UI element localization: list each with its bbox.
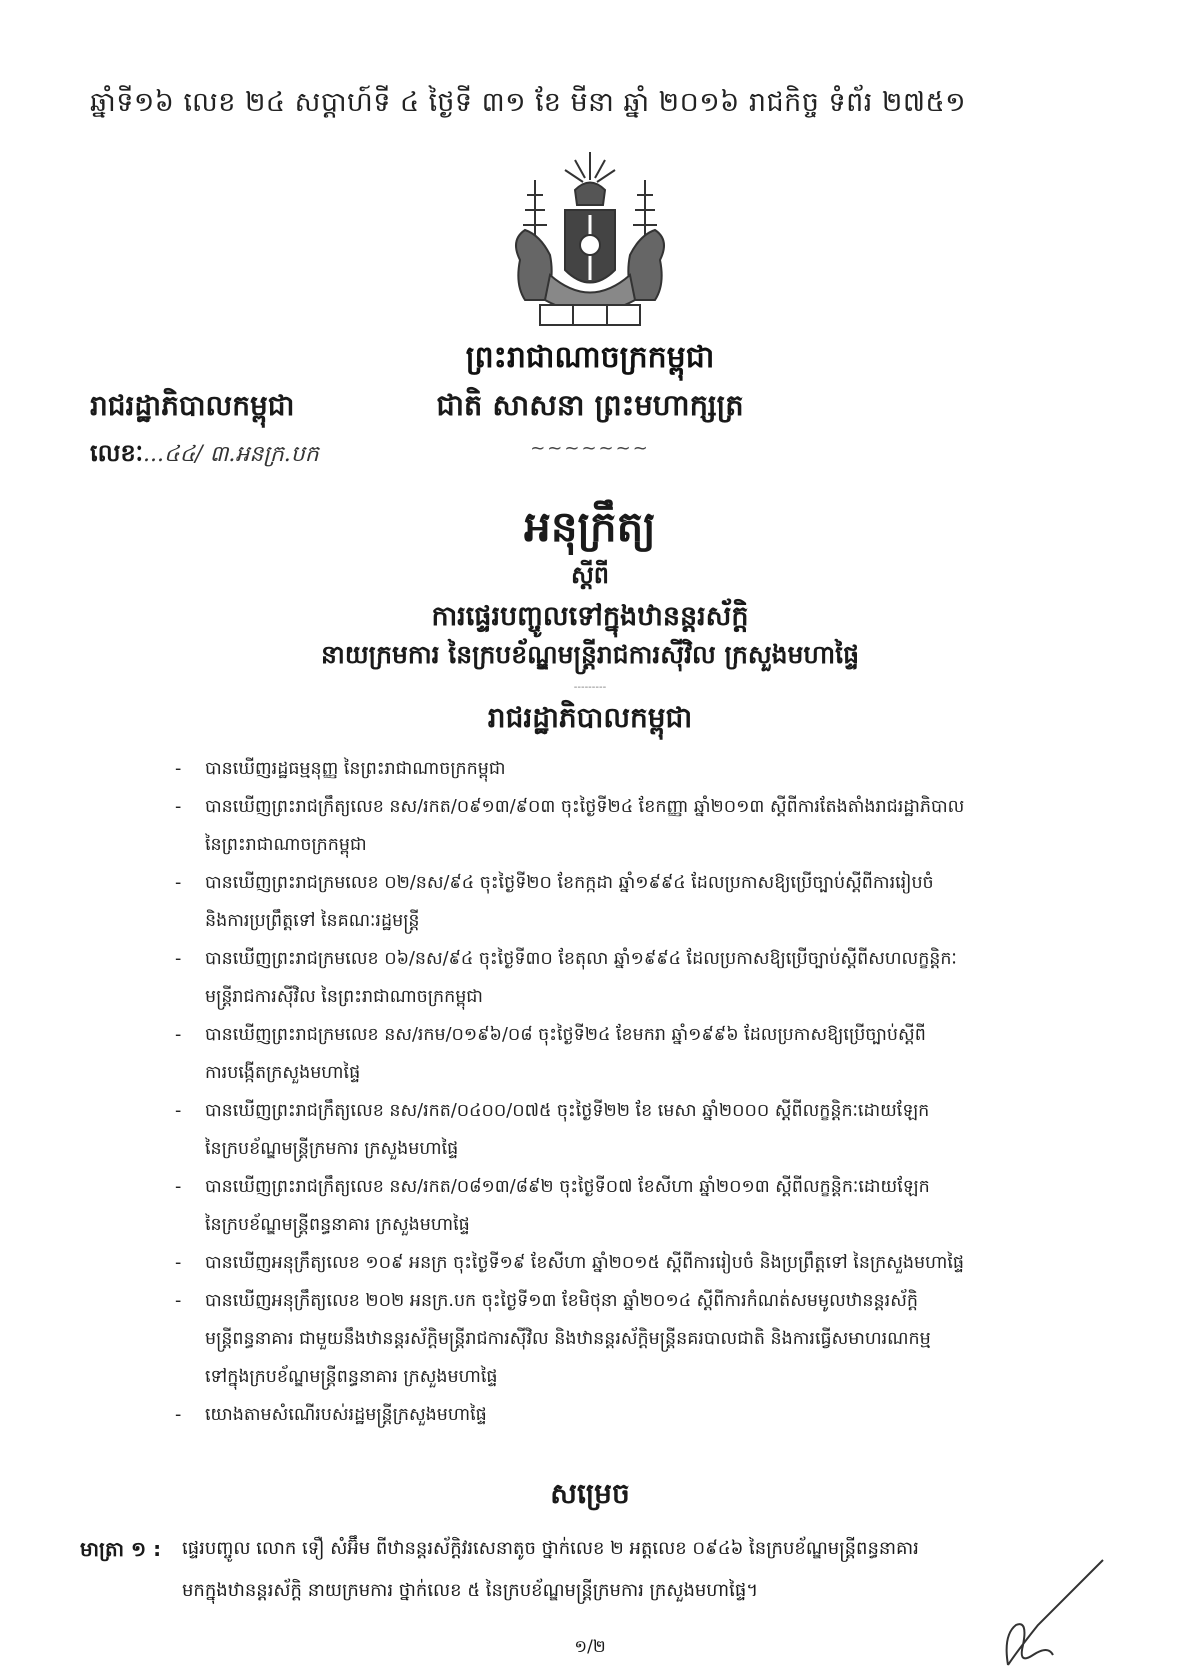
consideration-line: បានឃើញព្រះរាជក្រមលេខ ០២/នស/៩៤ ចុះថ្ងៃទី២០ ខែកក្កដា ឆ្នាំ១៩៩៤ ដែលប្រកាសឱ្យប្រើច្បាប់ស្តីពីការរៀបចំ — [205, 873, 934, 893]
document-number — [90, 438, 319, 473]
bullet-dash: - — [175, 873, 182, 893]
consideration-line: បានឃើញព្រះរាជក្រឹត្យលេខ នស/រកត/០៨១៣/៨៩២ ចុះថ្ងៃទី០៧ ខែសីហា ឆ្នាំ២០១៣ ស្តីពីលក្ខន្តិកៈដោយឡែក — [205, 1177, 930, 1197]
bullet-dash: - — [175, 1291, 182, 1311]
consideration-item — [175, 1396, 1055, 1434]
national-motto: ជាតិ សាសនា ព្រះមហាក្សត្រ — [436, 388, 744, 422]
consideration-line: បានឃើញព្រះរាជក្រឹត្យលេខ នស/រកត/០៤០០/០៧៥ ចុះថ្ងៃទី២២ ខែ មេសា ឆ្នាំ២០០០ ស្តីពីលក្ខន្តិកៈដោយឡែក — [205, 1101, 930, 1121]
kingdom-name: ព្រះរាជាណាចក្រកម្ពុជា — [465, 340, 715, 375]
bullet-dash: - — [175, 1405, 182, 1425]
article-1-line: ផ្ទេរបញ្ចូល លោក ទឿ សំអ៊ឹម ពីឋានន្តរស័ក្តិវរសេនាតូច ថ្នាក់លេខ ២ អត្តលេខ ០៩៤៦ នៃក្របខ័ណ្ឌមន្ត្រីពន្ធនាគារ — [182, 1538, 919, 1559]
bullet-dash: - — [175, 759, 182, 779]
consideration-item — [175, 750, 1055, 788]
consideration-line: ទៅក្នុងក្របខ័ណ្ឌមន្ត្រីពន្ធនាគារ ក្រសួងមហាផ្ទៃ — [205, 1367, 498, 1387]
bullet-dash: - — [175, 1025, 182, 1045]
consideration-line: បានឃើញអនុក្រឹត្យលេខ ១០៩ អនក្រ ចុះថ្ងៃទី១៩ ខែសីហា ឆ្នាំ២០១៥ ស្តីពីការរៀបចំ និងប្រព្រឹត្តទៅ នៃក្រសួងមហាផ្ទៃ — [205, 1253, 965, 1273]
consideration-line: បានឃើញព្រះរាជក្រមលេខ នស/រកម/០១៩៦/០៨ ចុះថ្ងៃទី២៤ ខែមករា ឆ្នាំ១៩៩៦ ដែលប្រកាសឱ្យប្រើច្បាប់ស្តីពី — [205, 1025, 926, 1045]
consideration-item — [175, 788, 1055, 864]
article-1-label: មាត្រា ១ : — [80, 1537, 162, 1561]
consideration-line: មន្ត្រីពន្ធនាគារ ជាមួយនឹងឋានន្តរស័ក្តិមន្ត្រីរាជការស៊ីវិល និងឋានន្តរស័ក្តិមន្ត្រីនគរបាលជាតិ និងការធ្វើសមាហរណកម្ម — [205, 1329, 931, 1349]
consideration-line: បានឃើញរដ្ឋធម្មនុញ្ញ នៃព្រះរាជាណាចក្រកម្ពុជា — [205, 759, 506, 779]
consideration-item — [175, 1282, 1055, 1396]
consideration-line: និងការប្រព្រឹត្តទៅ នៃគណៈរដ្ឋមន្ត្រី — [205, 911, 420, 931]
consideration-line: នៃក្របខ័ណ្ឌមន្ត្រីក្រមការ ក្រសួងមហាផ្ទៃ — [205, 1139, 459, 1159]
consideration-line: នៃព្រះរាជាណាចក្រកម្ពុជា — [205, 835, 367, 855]
consideration-item — [175, 1244, 1055, 1282]
bullet-dash: - — [175, 1177, 182, 1197]
page-number: ១/២ — [574, 1637, 606, 1657]
consideration-line: បានឃើញអនុក្រឹត្យលេខ ២០២ អនក្រ.បក ចុះថ្ងៃទី១៣ ខែមិថុនា ឆ្នាំ២០១៤ ស្តីពីការកំណត់សមមូលឋានន្តរស័ក្តិ — [205, 1291, 918, 1311]
article-1-line: មកក្នុងឋានន្តរស័ក្តិ នាយក្រមការ ថ្នាក់លេខ ៥ នៃក្របខ័ណ្ឌមន្ត្រីក្រមការ ក្រសួងមហាផ្ទៃ។ — [182, 1580, 759, 1601]
ornament-divider: ~~~~~~~ — [530, 438, 650, 459]
bullet-dash: - — [175, 1253, 182, 1273]
consideration-line: នៃក្របខ័ណ្ឌមន្ត្រីពន្ធនាគារ ក្រសួងមហាផ្ទៃ — [205, 1215, 470, 1235]
decision-heading: សម្រេច — [550, 1477, 630, 1510]
gazette-header-line: ឆ្នាំទី១៦ លេខ ២៤ សប្តាហ៍ទី ៤ ថ្ងៃទី ៣១ ខែ មីនា ឆ្នាំ ២០១៦ រាជកិច្ច ទំព័រ ២៧៥១ — [90, 87, 967, 118]
consideration-line: យោងតាមសំណើរបស់រដ្ឋមន្ត្រីក្រសួងមហាផ្ទៃ — [205, 1405, 487, 1425]
about-label: ស្តីពី — [570, 561, 610, 589]
body-heading: រាជរដ្ឋាភិបាលកម្ពុជា — [487, 701, 693, 734]
subject-line-2: នាយក្រមការ នៃក្របខ័ណ្ឌមន្ត្រីរាជការស៊ីវិល ក្រសួងមហាផ្ទៃ — [321, 640, 859, 669]
consideration-item — [175, 1092, 1055, 1168]
consideration-line: ការបង្កើតក្រសួងមហាផ្ទៃ — [205, 1063, 361, 1083]
document-title: អនុក្រឹត្យ — [524, 502, 656, 551]
bullet-dash: - — [175, 1101, 182, 1121]
bullet-dash: - — [175, 797, 182, 817]
consideration-item — [175, 940, 1055, 1016]
bullet-dash: - — [175, 949, 182, 969]
royal-coat-of-arms-icon — [505, 150, 675, 335]
article-1-text — [182, 1528, 1082, 1612]
consideration-item — [175, 864, 1055, 940]
consideration-line: បានឃើញព្រះរាជក្រមលេខ ០៦/នស/៩៤ ចុះថ្ងៃទី៣០ ខែតុលា ឆ្នាំ១៩៩៤ ដែលប្រកាសឱ្យប្រើច្បាប់ស្តីពីសហលក្ខន្តិកៈ — [205, 949, 957, 969]
document-number-label: លេខៈ — [90, 439, 144, 467]
issuing-government: រាជរដ្ឋាភិបាលកម្ពុជា — [90, 389, 295, 422]
consideration-line: មន្ត្រីរាជការស៊ីវិល នៃព្រះរាជាណាចក្រកម្ពុជា — [205, 987, 483, 1007]
consideration-line: បានឃើញព្រះរាជក្រឹត្យលេខ នស/រកត/០៩១៣/៩០៣ ចុះថ្ងៃទី២៤ ខែកញ្ញា ឆ្នាំ២០១៣ ស្តីពីការតែងតាំងរាជរដ្ឋាភិបាល — [205, 797, 965, 817]
considerations-list — [175, 750, 1055, 1434]
consideration-item — [175, 1168, 1055, 1244]
signature-icon — [978, 1555, 1108, 1675]
document-number-value: ...៤៤/ ៣.អនក្រ.បក — [143, 442, 319, 467]
subject-divider: --------- — [573, 682, 607, 693]
consideration-item — [175, 1016, 1055, 1092]
subject-line-1: ការផ្ទេរបញ្ចូលទៅក្នុងឋានន្តរស័ក្តិ — [431, 601, 749, 632]
